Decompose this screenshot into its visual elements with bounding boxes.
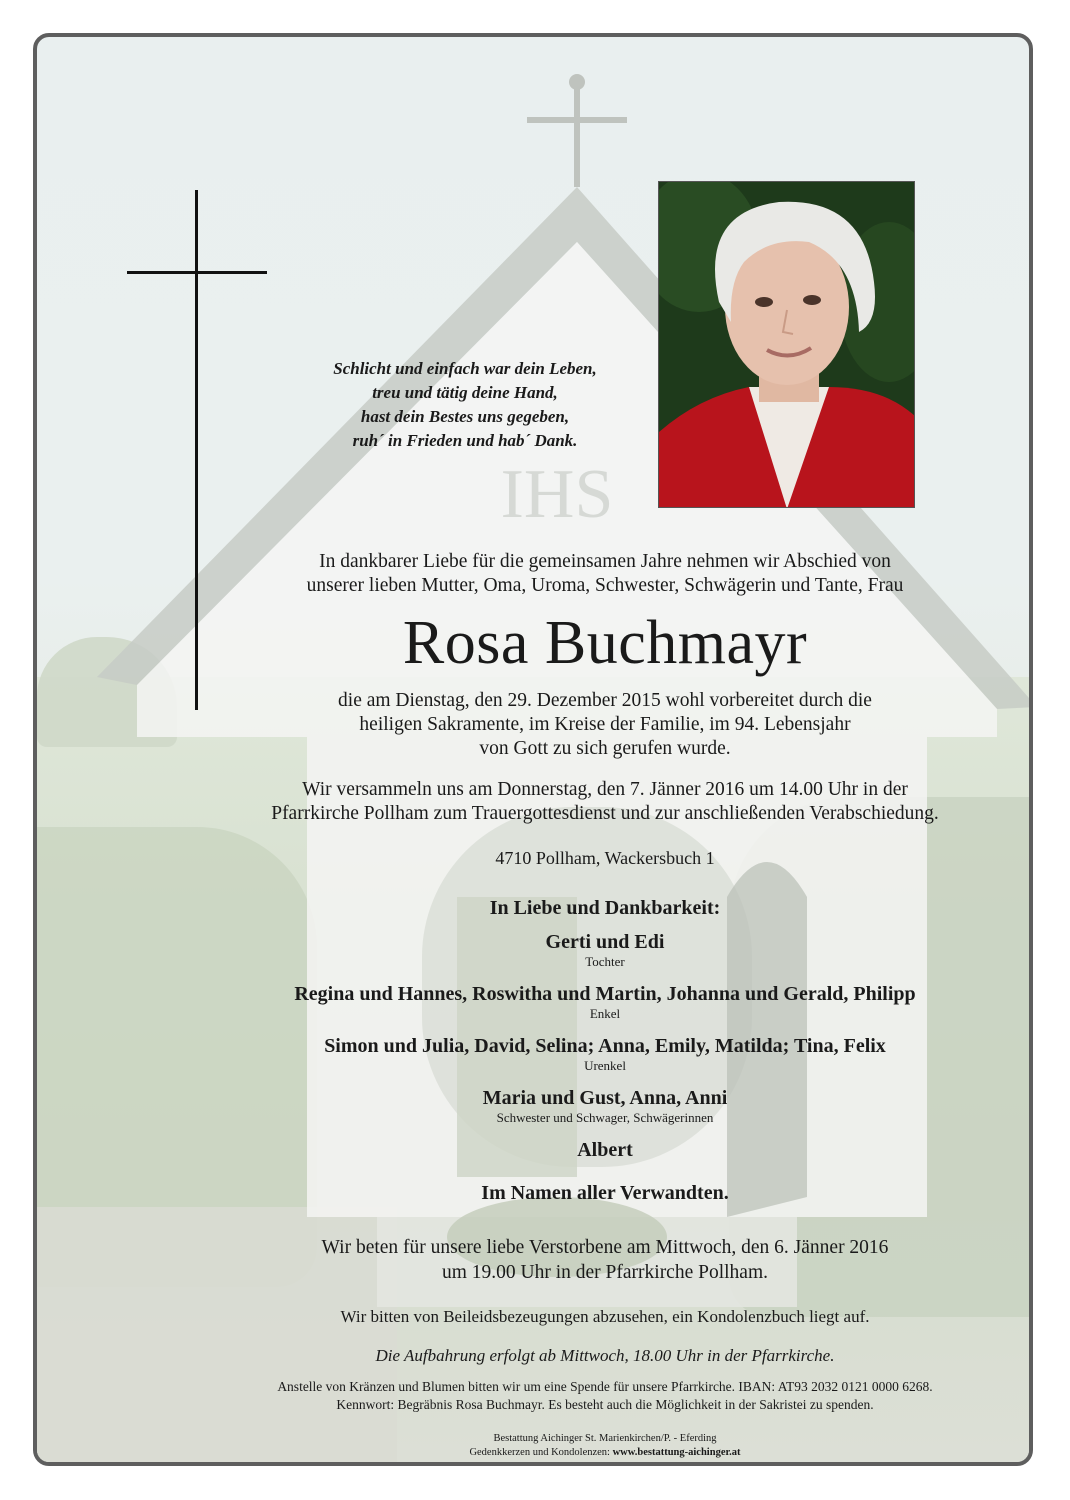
portrait-illustration [659,182,915,508]
verse-line: ruh´ in Frieden und hab´ Dank. [352,431,578,450]
death-notice-line: von Gott zu sich gerufen wurde. [479,738,731,759]
verse-line: treu und tätig deine Hand, [372,383,558,402]
family-names: Gerti und Edi [545,931,665,953]
gathering-line: Pfarrkirche Pollham zum Trauergottesdienst und zur anschließenden Verabschiedung. [271,803,939,824]
intro-line: In dankbarer Liebe für die gemeinsamen Jahre nehmen wir Abschied von [319,551,891,572]
cross-horizontal-bar [127,271,267,274]
family-relation: Urenkel [584,1058,626,1073]
svg-text:IHS: IHS [500,456,614,533]
laying-in-state-note: Die Aufbahrung erfolgt ab Mittwoch, 18.00 Uhr in der Pfarrkirche. [375,1346,835,1365]
death-notice-line: heiligen Sakramente, im Kreise der Familie, im 94. Lebensjahr [359,714,851,735]
family-relation: Enkel [589,1006,621,1021]
verse-line: Schlicht und einfach war dein Leben, [333,359,597,378]
contact-prefix: Gedenkkerzen und Kondolenzen: [469,1447,613,1458]
family-names: Simon und Julia, David, Selina; Anna, Emily, Matilda; Tina, Felix [324,1035,886,1057]
death-notice [150,689,1060,761]
prayer-line: um 19.00 Uhr in der Pfarrkirche Pollham. [441,1262,768,1283]
intro-line: unserer lieben Mutter, Oma, Uroma, Schwester, Schwägerin und Tante, Frau [306,575,904,596]
donation-line: Anstelle von Kränzen und Blumen bitten wir um eine Spende für unsere Pfarrkirche. IBAN: AT93 2032 0121 0000 6268. [277,1379,933,1394]
donation-note [120,1378,1070,1414]
family-closing [180,1180,1030,1206]
intro-text [150,550,1060,598]
family-group [180,1085,1030,1125]
family-group [180,981,1030,1021]
condolence-note: Wir bitten von Beileidsbezeugungen abzusehen, ein Kondolenzbuch liegt auf. [340,1307,870,1326]
deceased-name: Rosa Buchmayr [402,609,808,677]
family-names: Albert [577,1139,633,1161]
family-group [180,929,1030,969]
family-relation: Schwester und Schwager, Schwägerinnen [496,1110,714,1125]
family-group [180,1033,1030,1073]
family-relation: Tochter [585,954,625,969]
funeral-home-name: Bestattung Aichinger St. Marienkirchen/P. - Eferding [493,1433,717,1444]
family-heading-text: In Liebe und Dankbarkeit: [489,897,721,919]
donation-line: Kennwort: Begräbnis Rosa Buchmayr. Es besteht auch die Möglichkeit in der Sakristei zu spenden. [336,1397,874,1412]
prayer-line: Wir beten für unsere liebe Verstorbene am Mittwoch, den 6. Jänner 2016 [321,1237,889,1258]
funeral-home-footer [200,1432,1010,1460]
family-closing-text: Im Namen aller Verwandten. [481,1182,729,1204]
address: 4710 Pollham, Wackersbuch 1 [495,848,715,868]
family-names: Regina und Hannes, Roswitha und Martin, Johanna und Gerald, Philipp [294,983,916,1005]
service-gathering [200,778,1010,826]
family-group [180,1137,1030,1163]
verse-line: hast dein Bestes uns gegeben, [360,407,570,426]
prayer-notice [200,1235,1010,1285]
funeral-home-contact [200,1446,1010,1460]
funeral-home-website-link[interactable]: www.bestattung-aichinger.at [612,1447,741,1458]
memorial-verse [260,357,670,453]
family-names: Maria und Gust, Anna, Anni [482,1087,728,1109]
gathering-line: Wir versammeln uns am Donnerstag, den 7. Jänner 2016 um 14.00 Uhr in der [302,779,908,800]
portrait-photo [658,181,915,508]
family-heading [180,895,1030,921]
death-notice-line: die am Dienstag, den 29. Dezember 2015 wohl vorbereitet durch die [338,690,872,711]
